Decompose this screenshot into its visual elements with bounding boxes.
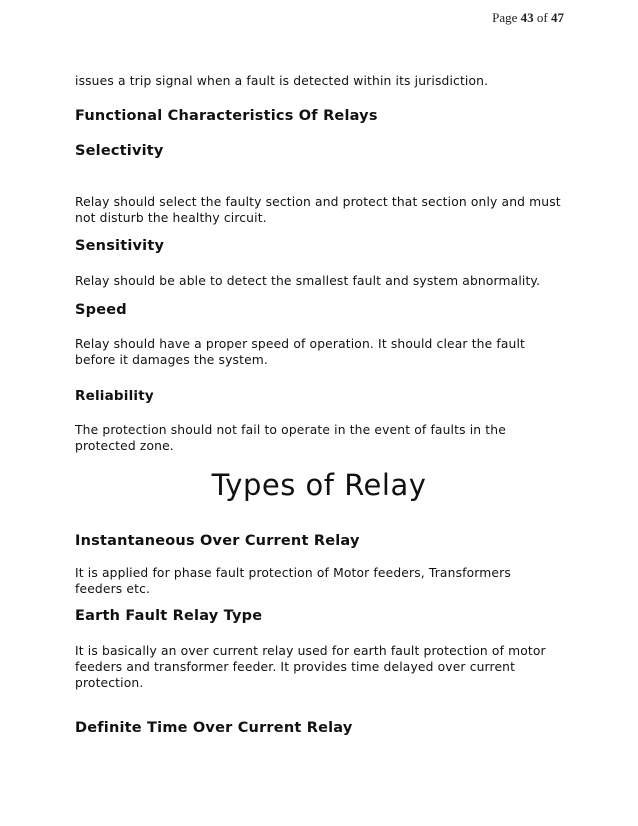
speed-line-1: Relay should have a proper speed of operation. It should clear the fault xyxy=(75,337,526,351)
earth-fault-line-3: protection. xyxy=(75,676,144,690)
heading-functional-characteristics: Functional Characteristics Of Relays xyxy=(75,108,378,124)
heading-selectivity: Selectivity xyxy=(75,143,164,159)
heading-reliability: Reliability xyxy=(75,388,154,404)
intro-continuation: issues a trip signal when a fault is detected within its jurisdiction. xyxy=(75,74,489,88)
reliability-line-2: protected zone. xyxy=(75,439,174,453)
heading-speed: Speed xyxy=(75,302,127,318)
section-title-types-of-relay: Types of Relay xyxy=(211,468,427,502)
instantaneous-line-1: It is applied for phase fault protection of Motor feeders, Transformers xyxy=(75,566,511,580)
page-of: of xyxy=(536,10,548,25)
heading-sensitivity: Sensitivity xyxy=(75,238,165,254)
speed-line-2: before it damages the system. xyxy=(75,353,268,367)
selectivity-line-2: not disturb the healthy circuit. xyxy=(75,211,267,225)
reliability-line-1: The protection should not fail to operate in the event of faults in the xyxy=(75,423,506,437)
heading-definite-time-over-current: Definite Time Over Current Relay xyxy=(75,720,353,736)
instantaneous-line-2: feeders etc. xyxy=(75,582,151,596)
heading-instantaneous-over-current: Instantaneous Over Current Relay xyxy=(75,533,360,549)
earth-fault-line-2: feeders and transformer feeder. It provides time delayed over current xyxy=(75,660,516,674)
page-prefix: Page xyxy=(492,10,518,25)
page-number xyxy=(492,10,564,26)
page-total: 47 xyxy=(551,10,564,25)
page-current: 43 xyxy=(520,10,534,25)
earth-fault-line-1: It is basically an over current relay used for earth fault protection of motor xyxy=(75,644,546,658)
selectivity-line-1: Relay should select the faulty section and protect that section only and must xyxy=(75,195,561,209)
sensitivity-line-1: Relay should be able to detect the smallest fault and system abnormality. xyxy=(75,274,541,288)
heading-earth-fault-relay: Earth Fault Relay Type xyxy=(75,608,263,624)
